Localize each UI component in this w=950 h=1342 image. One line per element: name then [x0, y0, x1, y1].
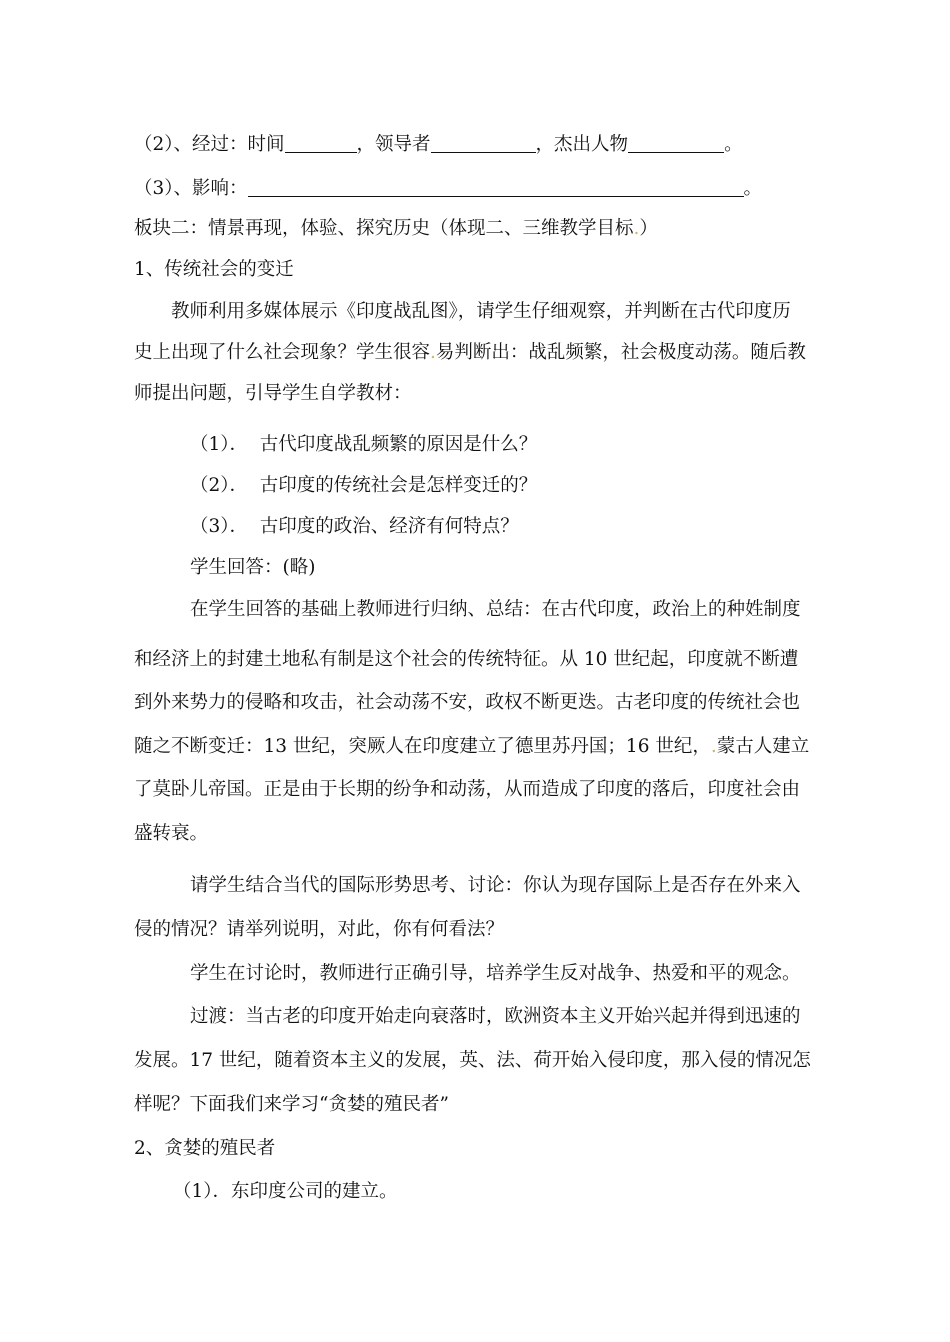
subheading-2: 2、贪婪的殖民者: [134, 1138, 276, 1159]
section-heading-text: 板块二：情景再现，体验、探究历史（体现二、三维教学目标: [134, 218, 634, 239]
leader-label: ，领导者: [356, 134, 431, 155]
line-impact: [134, 169, 762, 209]
paragraph-line: 侵的情况？请举列说明，对此，你有何看法？: [134, 919, 505, 940]
paragraph-line: 到外来势力的侵略和攻击，社会动荡不安，政权不断更迭。古老印度的传统社会也: [134, 692, 801, 713]
process-label: （2）、经过：时间: [134, 134, 285, 155]
mark-dot: .: [430, 342, 436, 363]
paragraph-line: 了莫卧儿帝国。正是由于长期的纷争和动荡，从而造成了印度的落后，印度社会由: [134, 779, 801, 800]
paragraph-line: 和经济上的封建土地私有制是这个社会的传统特征。从 10 世纪起，印度就不断遭: [134, 649, 799, 670]
figure-blank: [628, 128, 724, 153]
subheading-1: 1、传统社会的变迁: [134, 259, 294, 280]
paragraph-text: 史上出现了什么社会现象？学生很容: [134, 342, 431, 363]
impact-blank: [248, 172, 744, 197]
time-blank: [285, 128, 357, 153]
figure-label: ，杰出人物: [535, 134, 629, 155]
paragraph-line: 教师利用多媒体展示《印度战乱图》，请学生仔细观察，并判断在古代印度历: [171, 301, 791, 322]
leader-blank: [431, 128, 536, 153]
mark-dot: .: [710, 736, 717, 757]
line-end-period: 。: [724, 134, 743, 155]
question-1: （1）． 古代印度战乱频繁的原因是什么？: [190, 434, 538, 455]
paragraph-line: 学生在讨论时，教师进行正确引导，培养学生反对战争、热爱和平的观念。: [190, 963, 801, 984]
paragraph-text: 随之不断变迁：13 世纪，突厥人在印度建立了德里苏丹国；16 世纪，: [134, 736, 711, 757]
section-heading-close: ）: [639, 218, 658, 239]
impact-label: （3）、影响：: [134, 178, 248, 199]
paragraph-text: 易判断出：战乱频繁，社会极度动荡。随后教: [435, 342, 806, 363]
paragraph-line: 师提出问题，引导学生自学教材：: [134, 383, 412, 404]
question-2: （2）． 古印度的传统社会是怎样变迁的？: [190, 475, 538, 496]
paragraph-line: 样呢？下面我们来学习“贪婪的殖民者”: [134, 1094, 449, 1115]
paragraph-line: [134, 333, 806, 373]
question-3: （3）． 古印度的政治、经济有何特点？: [190, 516, 519, 537]
list-item: （1）．东印度公司的建立。: [173, 1181, 398, 1202]
paragraph-text: 蒙古人建立: [716, 736, 810, 757]
section-heading: [134, 209, 658, 249]
paragraph-line: 发展。17 世纪，随着资本主义的发展，英、法、荷开始入侵印度，那入侵的情况怎: [134, 1050, 811, 1071]
paragraph-line: 盛转衰。: [134, 823, 209, 844]
line-end-period: 。: [743, 178, 763, 199]
line-process: [134, 125, 743, 165]
mark-dot: .: [633, 218, 640, 239]
student-answer: 学生回答：(略): [190, 557, 316, 578]
paragraph-line: 在学生回答的基础上教师进行归纳、总结：在古代印度，政治上的种姓制度: [190, 599, 801, 620]
paragraph-line: 请学生结合当代的国际形势思考、讨论：你认为现存国际上是否存在外来入: [190, 875, 801, 896]
paragraph-line: [134, 727, 809, 767]
paragraph-line: 过渡：当古老的印度开始走向衰落时，欧洲资本主义开始兴起并得到迅速的: [190, 1006, 801, 1027]
